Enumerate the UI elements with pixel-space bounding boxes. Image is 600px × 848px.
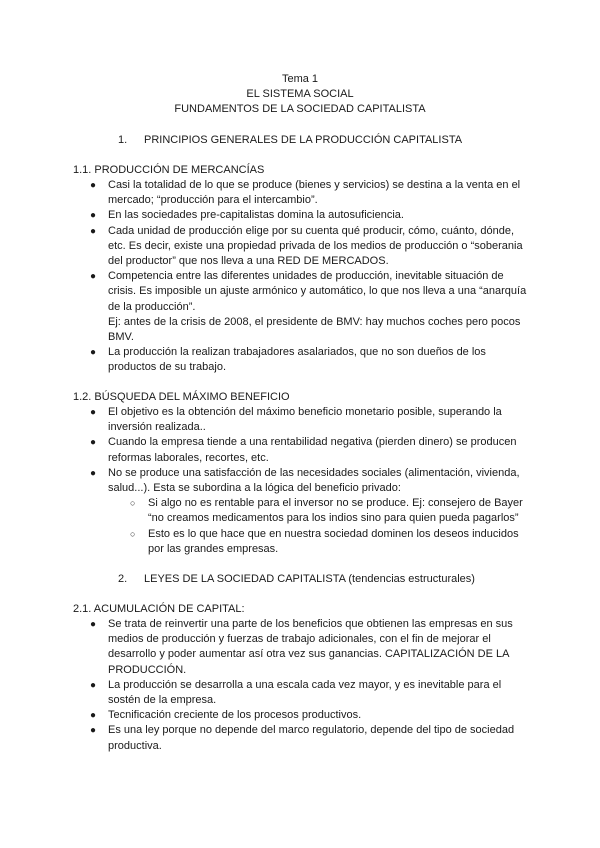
list-item-text: Es una ley porque no depende del marco regulatorio, depende del tipo de sociedad productiva. bbox=[108, 724, 515, 752]
list-item bbox=[88, 269, 528, 345]
bullet-icon: ● bbox=[90, 347, 97, 359]
bullet-icon: ● bbox=[90, 467, 97, 479]
subsection-1-1-heading: 1.1. PRODUCCIÓN DE MERCANCÍAS bbox=[73, 164, 265, 176]
subsection-1-2-heading: 1.2. BÚSQUEDA DEL MÁXIMO BENEFICIO bbox=[73, 391, 290, 403]
list-item bbox=[88, 208, 528, 223]
list-item bbox=[88, 405, 528, 435]
list-item-text: La producción la realizan trabajadores asalariados, que no son dueños de los productos de su trabajo. bbox=[108, 346, 486, 374]
subsection-1-2-list bbox=[88, 405, 528, 557]
section-2-number: 2. bbox=[118, 573, 128, 585]
bullet-icon: ● bbox=[90, 437, 97, 449]
bullet-icon: ● bbox=[90, 710, 97, 722]
doc-title-line2: EL SISTEMA SOCIAL bbox=[246, 88, 354, 100]
bullet-icon: ● bbox=[90, 619, 97, 630]
list-item bbox=[88, 178, 528, 208]
bullet-icon: ● bbox=[90, 679, 97, 691]
list-item bbox=[88, 708, 528, 723]
list-item-text: Esto es lo que hace que en nuestra sociedad dominen los deseos inducidos por las grandes empresas. bbox=[148, 527, 519, 555]
doc-title-line1: Tema 1 bbox=[281, 73, 319, 85]
list-item-text: Casi la totalidad de lo que se produce (bienes y servicios) se destina a la venta en el mercado; “producción para el intercambio”. bbox=[108, 179, 521, 207]
list-item bbox=[88, 224, 528, 270]
section-1-heading bbox=[118, 133, 462, 148]
list-item-text: Cada unidad de producción elige por su cuenta qué producir, cómo, cuánto, dónde, etc. Es decir, existe una propiedad privada de los medios de producción o “soberania del productor” que nos lleva a una RED DE MERCADOS. bbox=[108, 224, 523, 268]
hollow-bullet-icon: ○ bbox=[130, 498, 136, 509]
list-item-text: En las sociedades pre-capitalistas domina la autosuficiencia. bbox=[108, 209, 404, 222]
list-item-text: El objetivo es la obtención del máximo beneficio monetario posible, superando la inversión realizada.. bbox=[108, 406, 502, 434]
subsection-1-1-list bbox=[88, 178, 528, 376]
list-item-text: No se produce una satisfacción de las necesidades sociales (alimentación, vivienda, salud...). Esta se subordina a la lógica del beneficio privado: bbox=[108, 466, 520, 495]
subsection-2-1-heading: 2.1. ACUMULACIÓN DE CAPITAL: bbox=[73, 603, 245, 615]
list-item-text: La producción se desarrolla a una escala cada vez mayor, y es inevitable para el sostén de la empresa. bbox=[108, 678, 502, 707]
bullet-icon: ● bbox=[90, 271, 97, 283]
bullet-icon: ● bbox=[90, 725, 97, 737]
list-item bbox=[88, 435, 528, 465]
section-1-label: PRINCIPIOS GENERALES DE LA PRODUCCIÓN CAPITALISTA bbox=[144, 134, 463, 146]
list-item-text: Si algo no es rentable para el inversor no se produce. Ej: consejero de Bayer “no creamos medicamentos para los indios sino para quien pueda pagarlos” bbox=[148, 497, 523, 525]
section-2-label: LEYES DE LA SOCIEDAD CAPITALISTA (tendencias estructurales) bbox=[144, 573, 475, 585]
nested-list bbox=[108, 496, 528, 557]
bullet-icon: ● bbox=[90, 407, 97, 418]
bullet-icon: ● bbox=[90, 210, 97, 222]
list-item bbox=[88, 466, 528, 557]
bullet-icon: ● bbox=[90, 225, 97, 237]
list-item bbox=[128, 496, 528, 526]
list-item bbox=[88, 345, 528, 375]
hollow-bullet-icon: ○ bbox=[130, 528, 136, 539]
list-item bbox=[128, 527, 528, 557]
list-item-text: Competencia entre las diferentes unidades de producción, inevitable situación de crisis. Es imposible un ajuste armónico y automático, lo que nos lleva a una “anarquía de la producción”. bbox=[108, 270, 527, 313]
list-item-text: Cuando la empresa tiende a una rentabilidad negativa (pierden dinero) se producen reformas laborales, recortes, etc. bbox=[108, 436, 517, 464]
list-item-text: Tecnificación creciente de los procesos productivos. bbox=[108, 709, 362, 722]
bullet-icon: ● bbox=[90, 180, 97, 191]
list-item bbox=[88, 678, 528, 708]
doc-title-line3: FUNDAMENTOS DE LA SOCIEDAD CAPITALISTA bbox=[174, 103, 426, 115]
section-2-heading bbox=[118, 572, 475, 587]
section-1-number: 1. bbox=[118, 134, 128, 146]
list-item bbox=[88, 723, 528, 753]
list-item bbox=[88, 617, 528, 678]
example-text: Ej: antes de la crisis de 2008, el presidente de BMV: hay muchos coches pero pocos BMV. bbox=[108, 315, 521, 344]
subsection-2-1-list bbox=[88, 617, 528, 754]
list-item-text: Se trata de reinvertir una parte de los beneficios que obtienen las empresas en sus medios de producción y fuerzas de trabajo adicionales, con el fin de mejorar el desarrollo y poder aumentar así otra vez sus ganancias. CAPITALIZACIÓN DE LA PRODUCCIÓN. bbox=[108, 618, 513, 676]
